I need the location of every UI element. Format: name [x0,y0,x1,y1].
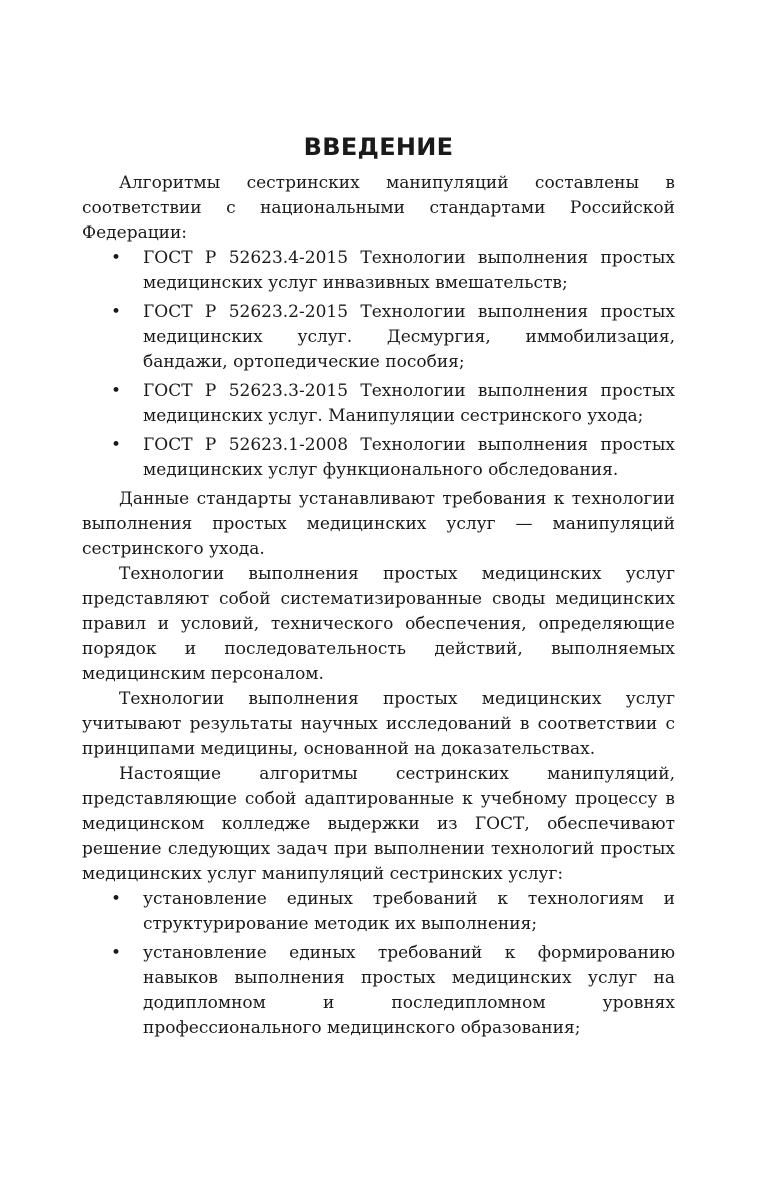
bullet-icon: • [111,248,122,268]
list-item-text: установление единых требований к формированию навыков выполнения простых медицинских услуг на додипломном и последипломном уровнях профессионального медицинского образования; [143,943,675,1038]
list-item [82,433,675,483]
list-item-text: установление единых требований к технологиям и структурирование методик их выполнения; [143,889,675,934]
paragraph-standards: Данные стандарты устанавливают требования к технологии выполнения простых медицинских услуг — манипуляций сестринского ухода. [82,489,675,559]
list-item [82,941,675,1041]
tasks-list [82,887,675,1041]
page-title: ВВЕДЕНИЕ [303,133,454,161]
paragraph-technologies: Технологии выполнения простых медицинских услуг представляют собой систематизированные своды медицинских правил и условий, технического обеспечения, определяющие порядок и последовательность действий, выполняемых медицинским персоналом. [82,564,675,684]
bullet-icon: • [111,943,122,963]
list-item [82,379,675,429]
list-item-text: ГОСТ Р 52623.3-2015 Технологии выполнения простых медицинских услуг. Манипуляции сестринского ухода; [143,381,675,426]
bullet-icon: • [111,435,122,455]
list-item-text: ГОСТ Р 52623.4-2015 Технологии выполнения простых медицинских услуг инвазивных вмешательств; [143,248,675,293]
paragraph-algorithms: Настоящие алгоритмы сестринских манипуляций, представляющие собой адаптированные к учебному процессу в медицинском колледже выдержки из ГОСТ, обеспечивают решение следующих задач при выполнении технологий простых медицинских услуг манипуляций сестринских услуг: [82,764,675,884]
list-item [82,300,675,375]
bullet-icon: • [111,381,122,401]
list-item-text: ГОСТ Р 52623.1-2008 Технологии выполнения простых медицинских услуг функционального обследования. [143,435,675,480]
paragraph-research: Технологии выполнения простых медицинских услуг учитывают результаты научных исследований в соответствии с принципами медицины, основанной на доказательствах. [82,689,675,759]
list-item [82,246,675,296]
list-item [82,887,675,937]
list-item-text: ГОСТ Р 52623.2-2015 Технологии выполнения простых медицинских услуг. Десмургия, иммобилизация, бандажи, ортопедические пособия; [143,302,675,372]
bullet-icon: • [111,889,122,909]
standards-list [82,246,675,483]
bullet-icon: • [111,302,122,322]
paragraph-intro: Алгоритмы сестринских манипуляций составлены в соответствии с национальными стандартами Российской Федерации: [82,173,675,243]
